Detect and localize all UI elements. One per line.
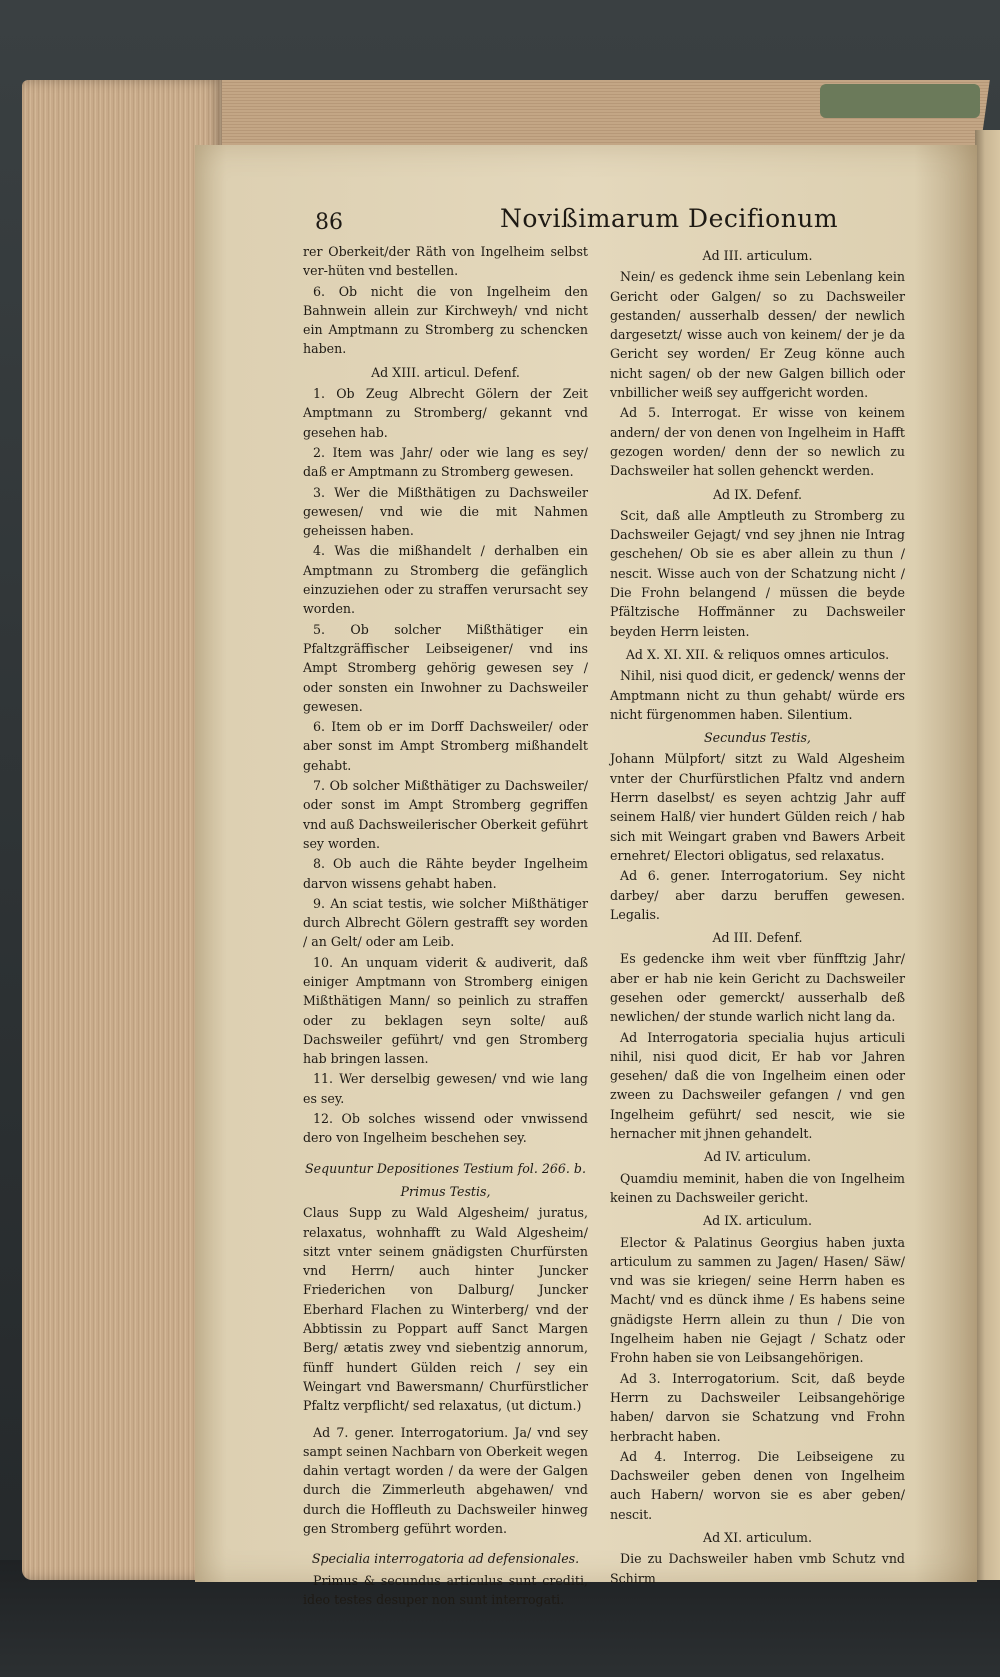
paragraph: 6. Item ob er im Dorff Dachsweiler/ oder aber sonst im Ampt Stromberg mißhandelt gehabt. xyxy=(303,719,588,773)
section-heading: Ad IX. Defenf. xyxy=(712,486,803,502)
witness-heading: Primus Testis, xyxy=(400,1183,491,1199)
paragraph: Ad Interrogatoria specialia hujus articuli nihil, nisi quod dicit, Er hab vor Jahren gesehen/ daß die von Ingelheim einen oder zween zu Dachsweiler gefangen / vnd gen Ingelheim geführt/ sed nescit, wie sie hernacher mit jhnen gehandelt. xyxy=(610,1029,905,1142)
paragraph: Ad 6. gener. Interrogatorium. Sey nicht darbey/ aber darzu beruffen gewesen. Legalis. xyxy=(610,868,905,922)
paragraph: rer Oberkeit/der Räth von Ingelheim selbst ver-hüten vnd bestellen. xyxy=(303,244,588,279)
paragraph: Ad 3. Interrogatorium. Scit, daß beyde Herrn zu Dachsweiler Leibsangehörige haben/ darvon sie Schatzung vnd Frohn herbracht haben. xyxy=(610,1370,905,1444)
section-heading: Ad IV. articulum. xyxy=(704,1149,811,1165)
section-heading: Ad XIII. articul. Defenf. xyxy=(371,364,520,380)
paragraph: Primus & secundus articulus sunt crediti, ideo testes desuper non sunt interrogati. xyxy=(303,1572,588,1607)
running-title: Novißimarum Decifionum xyxy=(500,204,839,233)
paragraph: Ad 4. Interrog. Die Leibseigene zu Dachsweiler geben denen von Ingelheim auch Habern/ worvon sie es aber geben/ nescit. xyxy=(610,1448,905,1522)
paragraph: 5. Ob solcher Mißthätiger ein Pfaltzgräffischer Leibseigener/ vnd ins Ampt Stromberg gehörig gewesen sey / oder sonsten ein Inwohner zu Dachsweiler gewesen. xyxy=(303,621,588,714)
paragraph: Es gedencke ihm weit vber fünfftzig Jahr/ aber er hab nie kein Gericht zu Dachsweiler gesehen oder gemerckt/ ausserhalb deß newlichen/ der stunde warlich nicht lang da. xyxy=(610,951,905,1025)
paragraph: 7. Ob solcher Mißthätiger zu Dachsweiler/ oder sonst im Ampt Stromberg gegriffen vnd auß Dachsweilerischer Oberkeit geführt sey worden. xyxy=(303,778,588,851)
witness-heading: Secundus Testis, xyxy=(704,730,811,746)
paragraph: 11. Wer derselbig gewesen/ vnd wie lang es sey. xyxy=(303,1071,588,1106)
section-heading: Ad X. XI. XII. & reliquos omnes articulos. xyxy=(625,646,890,662)
paragraph: 3. Wer die Mißthätigen zu Dachsweiler gewesen/ vnd wie die mit Nahmen geheissen haben. xyxy=(303,484,588,539)
facing-page-edge xyxy=(975,130,1000,1580)
left-column xyxy=(303,242,588,1610)
paragraph: Die zu Dachsweiler haben vmb Schutz vnd Schirm xyxy=(610,1551,905,1586)
paragraph: Scit, daß alle Amptleuth zu Stromberg zu Dachsweiler Gejagt/ vnd sey jhnen nie Intrag geschehen/ Ob sie es aber allein zu thun / nescit. Wisse auch von der Schatzung nicht / Die Frohn belangend / müssen die beyde Pfältzische Hoffmänner zu Dachsweiler beyden Herrn leisten. xyxy=(610,507,905,639)
paragraph: Ad 5. Interrogat. Er wisse von keinem andern/ der von denen von Ingelheim in Hafft gezogen worden/ denn der so newlich zu Dachsweiler hat sollen gehenckt werden. xyxy=(610,405,905,479)
book-spine-cloth xyxy=(820,84,980,118)
paragraph: Ad 7. gener. Interrogatorium. Ja/ vnd sey sampt seinen Nachbarn von Oberkeit wegen dahin vertagt worden / da were der Galgen durch die Zimmerleuth abgehawen/ vnd durch die Hoffleuth zu Dachsweiler hinweg gen Stromberg geführt worden. xyxy=(303,1424,588,1536)
paragraph: Claus Supp zu Wald Algesheim/ juratus, relaxatus, wohnhafft zu Wald Algesheim/ sitzt vnter seinem gnädigsten Churfürsten vnd Herrn/ auch hinter Juncker Friederichen von Dalburg/ Juncker Eberhard Flachen zu Winterberg/ vnd der Abbtissin zu Poppart auff Sanct Margen Berg/ ætatis zwey vnd siebentzig annorum, fünff hundert Gülden reich / sey ein Weingart vnd Bawersmann/ Churfürstlicher Pfaltz verpflicht/ sed relaxatus, (ut dictum.) xyxy=(303,1205,588,1414)
paragraph: Nein/ es gedenck ihme sein Lebenlang kein Gericht oder Galgen/ so zu Dachsweiler gestanden/ ausserhalb dessen/ der newlich dargesetzt/ wisse auch von keinem/ der je da Gericht sey worden/ Er Zeug könne auch nicht sagen/ ob der new Galgen billich oder vnbillicher weiß sey auffgericht worden. xyxy=(610,269,905,401)
paragraph: 2. Item was Jahr/ oder wie lang es sey/ daß er Amptmann zu Stromberg gewesen. xyxy=(303,444,588,480)
paragraph: Quamdiu meminit, haben die von Ingelheim keinen zu Dachsweiler gericht. xyxy=(610,1170,905,1205)
paragraph: 9. An sciat testis, wie solcher Mißthätiger durch Albrecht Gölern gestrafft sey worden / an Gelt/ oder am Leib. xyxy=(303,895,588,950)
right-column xyxy=(610,242,905,1589)
paragraph: 1. Ob Zeug Albrecht Gölern der Zeit Amptmann zu Stromberg/ gekannt vnd gesehen hab. xyxy=(303,386,588,440)
book-page xyxy=(195,145,977,1607)
paragraph: Nihil, nisi quod dicit, er gedenck/ wenns der Amptmann nicht zu thun gehabt/ würde ers nicht fürgenommen haben. Silentium. xyxy=(610,668,905,722)
paragraph: 10. An unquam viderit & audiverit, daß einiger Amptmann von Stromberg einigen Mißthätigen Mann/ so peinlich zu straffen oder zu beklagen seyn solte/ auß Dachsweiler geführt/ vnd gen Stromberg hab bringen lassen. xyxy=(303,954,588,1067)
book-page-edges xyxy=(22,80,222,1580)
paragraph: 6. Ob nicht die von Ingelheim den Bahnwein allein zur Kirchweyh/ vnd nicht ein Amptmann zu Stromberg zu schencken haben. xyxy=(303,283,588,357)
section-heading: Sequuntur Depositiones Testium fol. 266. b. xyxy=(305,1160,586,1176)
paragraph: 12. Ob solches wissend oder vnwissend dero von Ingelheim beschehen sey. xyxy=(303,1111,588,1146)
paragraph: 4. Was die mißhandelt / derhalben ein Amptmann zu Stromberg die gefänglich einzuziehen oder zu straffen verursacht sey worden. xyxy=(303,543,588,617)
section-heading: Ad XI. articulum. xyxy=(703,1530,812,1545)
section-heading: Specialia interrogatoria ad defensionales. xyxy=(311,1551,580,1567)
paragraph: Johann Mülpfort/ sitzt zu Wald Algesheim vnter der Churfürstlichen Pfaltz vnd andern Herrn daselbst/ es seyen achtzig Jahr auff seinem Halß/ vier hundert Gülden reich / hab sich mit Weingart graben vnd Bawers Arbeit ernehret/ Electori obligatus, sed relaxatus. xyxy=(610,751,905,863)
paragraph: Elector & Palatinus Georgius haben juxta articulum zu sammen zu Jagen/ Hasen/ Säw/ vnd was sie kriegen/ seine Herrn haben es Macht/ vnd es dünck ihme / Es habens seine gnädigste Herrn allein zu thun / Die von Ingelheim haben nie Gejagt / Schatz oder Frohn haben sie von Leibsangehörigen. xyxy=(610,1234,905,1366)
paragraph: 8. Ob auch die Rähte beyder Ingelheim darvon wissens gehabt haben. xyxy=(303,856,588,891)
page-number: 86 xyxy=(315,210,343,235)
section-heading: Ad IX. articulum. xyxy=(703,1213,812,1229)
section-heading: Ad III. Defenf. xyxy=(712,930,803,946)
section-heading: Ad III. articulum. xyxy=(702,248,813,263)
